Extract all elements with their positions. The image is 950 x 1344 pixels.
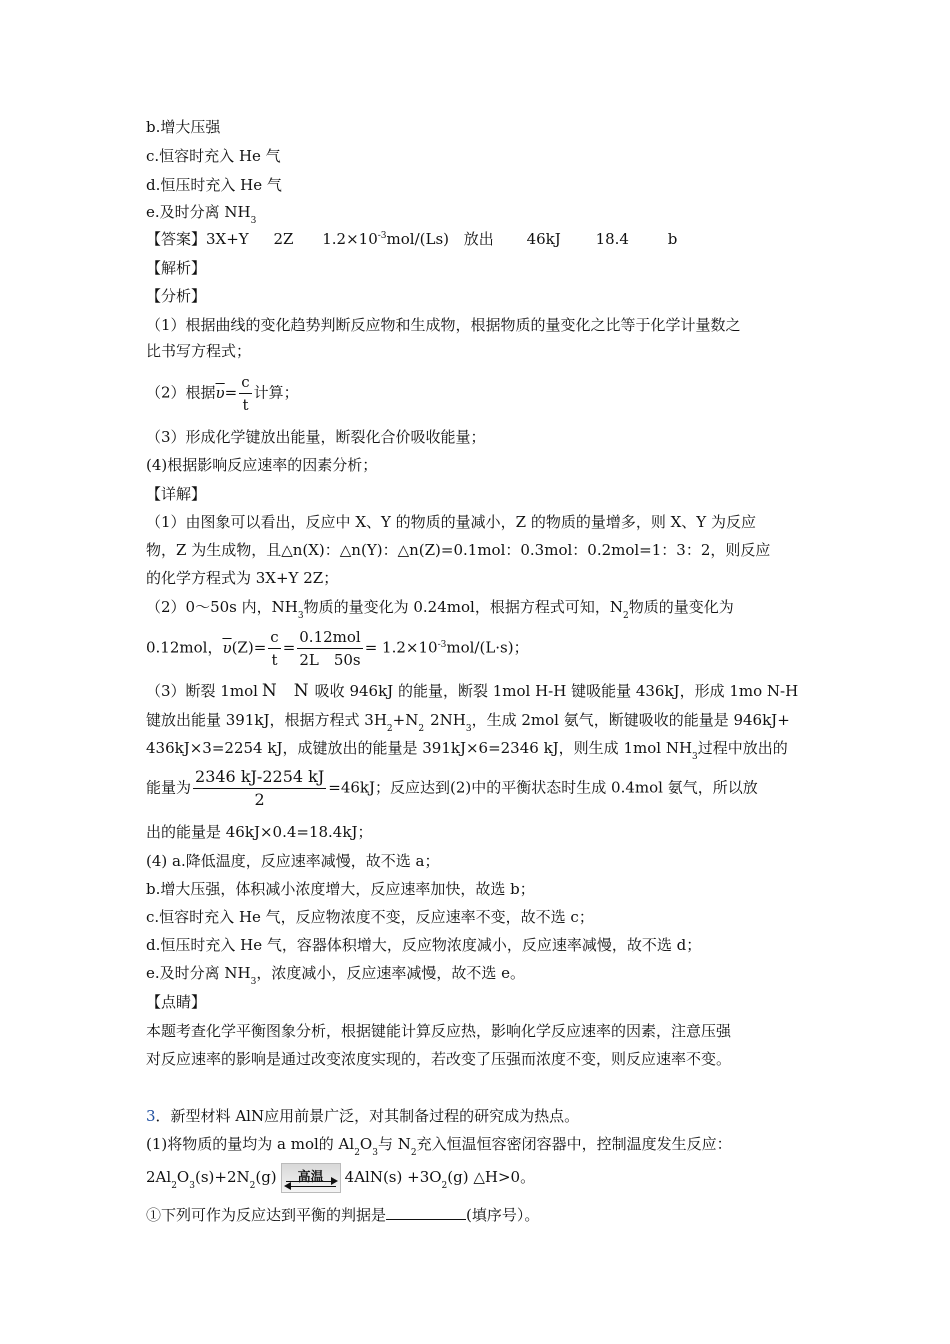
fraction [193,766,326,811]
answer-line [146,229,677,252]
velocity-symbol: $\overline{\upsilon}$ [215,383,225,402]
text-run: (1)将物质的量均为 a mol的 Al [146,1135,355,1153]
text-run: = [282,638,296,657]
numerator: c [270,628,279,646]
subscript: 3 [465,724,472,734]
text-line [146,202,256,225]
section-heading: 【分析】 [146,287,207,305]
answer-item: 46kJ [526,230,561,248]
numerator: 2346 kJ-2254 kJ [195,767,325,786]
text-run: ，浓度减小，反应速率减慢，故不选 e。 [256,964,526,982]
text-run: 吸收 946kJ 的能量，断裂 1mol H-H 键吸能量 436kJ，形成 1mo N-H [314,682,799,700]
text-run: (Z)= [231,638,267,657]
text-run: 键放出能量 391kJ，根据方程式 3H [146,711,387,729]
text-line [146,963,525,986]
answer-label: 【答案】 [146,230,207,248]
text-run: 计算； [253,383,299,402]
text-run: ．新型材料 AlN应用前景广泛，对其制备过程的研究成为热点。 [155,1107,580,1125]
text-run: 436kJ×3=2254 kJ，成键放出的能量是 391kJ×6=2346 kJ，则生成 1mol NH [146,739,693,757]
text-run: O [359,1135,373,1153]
subscript: 2 [386,724,393,734]
superscript: -3 [437,639,447,650]
fraction [239,371,251,416]
text-run: （3）断裂 1mol [146,682,258,700]
text-line [146,597,734,620]
formula-line [146,626,529,671]
text-line: （1）根据曲线的变化趋势判断反应物和生成物，根据物质的量变化之比等于化学计量数之 [146,316,741,334]
triple-bond-formula: N N [261,681,309,701]
superscript: -3 [377,231,387,241]
denominator: 2 [254,790,265,809]
text-line: c.恒容时充入 He 气，反应物浓度不变，反应速率不变，故不选 c； [146,908,594,926]
answer-item: 18.4 [595,230,629,248]
text-run: 4AlN(s) +3O [344,1168,442,1186]
text-line: (4) a.降低温度，反应速率减慢，故不选 a； [146,852,440,870]
text-line: 出的能量是 46kJ×0.4=18.4kJ； [146,823,373,841]
text-run: +N [392,711,419,729]
text-run: (s)+2N [194,1168,250,1186]
answer-item: 2Z [273,230,294,248]
section-heading: 【点睛】 [146,993,207,1011]
text-run: （2）根据 [146,383,216,402]
text-run: (g) △H>0。 [447,1168,536,1186]
text-run: 2Al [146,1168,172,1186]
denominator: 2L 50s [299,651,361,669]
question-line [146,1106,579,1126]
numerator: 0.12mol [299,628,361,646]
text-run: 过程中放出的 [697,739,788,757]
subscript: 2 [441,1181,448,1191]
subscript: 3 [189,1181,195,1191]
subscript: 2 [249,1181,256,1191]
subscript: 2 [171,1181,177,1191]
text-line: (4)根据影响反应速率的因素分析； [146,456,378,474]
subscript: 3 [250,216,257,226]
text-line [146,710,790,733]
text-line: c.恒容时充入 He 气 [146,147,281,165]
text-run: O [176,1168,190,1186]
text-line [146,681,798,701]
subscript: 2 [418,724,425,734]
text-line: 物，Z 为生成物，且△n(X)：△n(Y)：△n(Z)=0.1mol：0.3mol：0.2mol=1：3：2，则反应 [146,541,771,559]
reaction-condition: 高温 [297,1170,324,1185]
text-line: 比书写方程式； [146,342,252,360]
text-run: = 1.2×10 [364,638,438,657]
answer-blank[interactable] [386,1205,466,1220]
text-run: （2）0～50s 内，NH [146,598,298,616]
answer-item: 3X+Y [206,230,249,248]
answer-item: mol/(Ls) [386,230,450,248]
text-line: d.恒压时充入 He 气，容器体积增大，反应物浓度减小，反应速率减慢，故不选 d； [146,936,702,954]
velocity-symbol: $\overline{\upsilon}$ [222,638,232,657]
text-line [146,738,788,761]
text-run: 能量为 [146,778,192,797]
text-run: ①下列可作为反应达到平衡的判据是 [146,1206,387,1224]
numerator: c [241,373,250,391]
subscript: 2 [410,1148,417,1158]
fraction [297,626,362,671]
subscript: 3 [692,752,698,762]
formula-line [146,766,758,811]
text-run: (填序号）。 [466,1206,540,1224]
text-line: （3）形成化学键放出能量，断裂化合价吸收能量； [146,428,486,446]
text-line: 的化学方程式为 3X+Y 2Z； [146,569,339,587]
text-run: (g) [255,1168,277,1186]
text-line [146,1134,732,1157]
text-line: d.恒压时充入 He 气 [146,176,282,194]
text-run: =46kJ；反应达到(2)中的平衡状态时生成 0.4mol 氨气，所以放 [328,778,758,797]
section-heading: 【详解】 [146,485,207,503]
answer-item: b [667,230,678,248]
question-number: 3 [146,1107,156,1125]
subscript: 3 [297,611,304,621]
fraction [268,626,280,671]
text-run: 2NH [430,711,466,729]
section-heading: 【解析】 [146,259,207,277]
text-run: 充入恒温恒容密闭容器中，控制温度发生反应： [416,1135,732,1153]
text-line: b.增大压强，体积减小浓度增大，反应速率加快，故选 b； [146,880,535,898]
text-run: e.及时分离 NH [146,964,251,982]
text-line [146,1205,539,1225]
subscript: 3 [250,977,257,987]
text-run: 与 N [377,1135,411,1153]
text-run: 物质的量变化为 [628,598,734,616]
reversible-arrow-icon [281,1163,341,1193]
text-run: 0.12mol， [146,638,223,657]
text-line: b.增大压强 [146,118,221,136]
equation-line [146,1163,535,1194]
text-line: 本题考查化学平衡图象分析，根据键能计算反应热，影响化学反应速率的因素，注意压强 [146,1022,732,1040]
subscript: 2 [622,611,629,621]
denominator: t [242,396,249,414]
denominator: t [271,651,278,669]
text-run: ，生成 2mol 氨气，断键吸收的能量是 946kJ+ [471,711,790,729]
text-run: = [224,383,238,402]
text-run: 物质的量变化为 0.24mol，根据方程式可知，N [303,598,623,616]
answer-item: 1.2×10 [322,230,378,248]
text-run: mol/(L·s)； [446,638,529,657]
text-line: 对反应速率的影响是通过改变浓度实现的，若改变了压强而浓度不变，则反应速率不变。 [146,1050,732,1068]
subscript: 2 [354,1148,360,1158]
text-line: （1）由图象可以看出，反应中 X、Y 的物质的量减小，Z 的物质的量增多，则 X、Y 为反应 [146,513,756,531]
formula-line [146,371,299,416]
answer-item: 放出 [463,230,494,248]
subscript: 3 [372,1148,378,1158]
text-run: e.及时分离 NH [146,203,251,221]
